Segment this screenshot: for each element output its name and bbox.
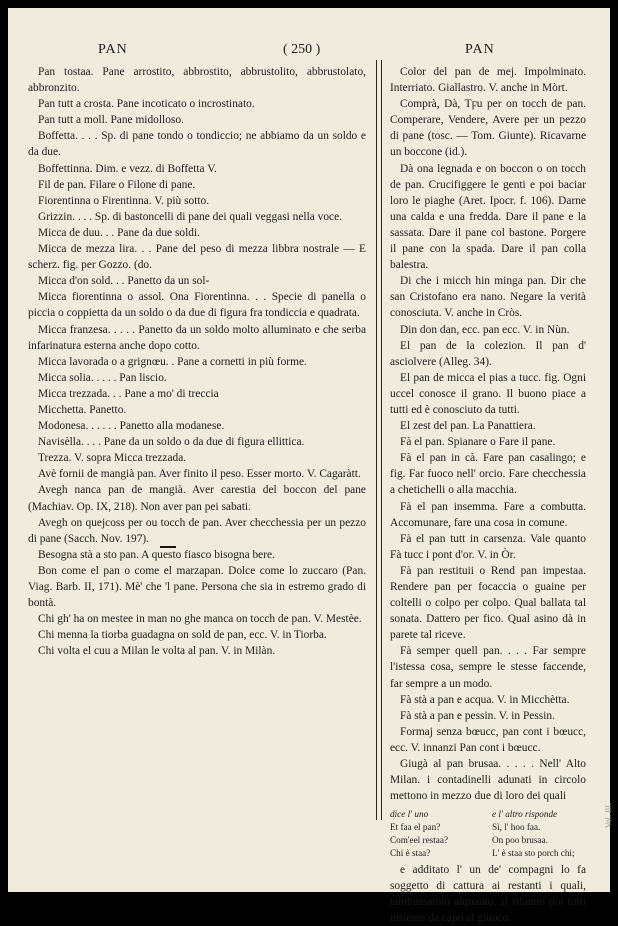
dialogue-line: L' è staa sto porch chi;: [492, 847, 575, 858]
dictionary-entry: Dà ona legnada e on boccon o on tocch de pan. Crucifiggere le genti e poi baciar loro le piaghe (Aret. Ipocr. f. 106). Darne una calda e una fredda. Dare il pane e la sassata. Dare il pane col bastone. Porgere il pane con la spada. Dare il pan colla balestra.: [390, 162, 586, 272]
right-column-entries: [390, 64, 586, 804]
dictionary-entry: Giugà al pan brusaa. . . . . Nell' Alto Milan. i contadinelli adunati in circolo mettono in mezzo due di loro dei quali: [390, 758, 586, 803]
game-dialogue: [390, 808, 586, 859]
dictionary-entry: Micca d'on sold. . . Panetto da un sol-: [38, 275, 210, 288]
dictionary-entry: Di che i micch hin minga pan. Dir che san Cristofano era nano. Negare la verità conosciuta. V. anche in Cròs.: [390, 275, 586, 320]
dialogue-line: Et faa el pan?: [390, 822, 441, 833]
margin-marker: [160, 546, 176, 548]
dialogue-line: Com'eel restaa?: [390, 834, 449, 845]
dictionary-entry: Micca de duu. . . Pane da due soldi.: [38, 226, 200, 239]
dictionary-entry: Micchetta. Panetto.: [38, 403, 127, 416]
dictionary-entry: Micca franzesa. . . . . Panetto da un soldo molto alluminato e che serba infarinatura esterna anche dopo cotto.: [28, 323, 366, 352]
dictionary-entry: El pan de la colezion. Il pan d' asciolvere (Alleg. 34).: [390, 339, 586, 368]
dictionary-entry: e additato l' un de' compagni lo fa soggetto di cattura ai restanti i quali, tambussatolo alquanto, si rifanno poi tutti insieme da capo al giuoco.: [390, 863, 586, 924]
right-column-tail: [390, 862, 586, 926]
dictionary-entry: Avegh nanca pan de mangià. Aver carestia del boccon del pane (Machiav. Op. IX, 218). Non aver pan pei sabati.: [28, 484, 366, 513]
page-sheet: [8, 8, 613, 924]
dictionary-entry: Formaj senza bœucc, pan cont i bœucc, ecc. V. innanzi Pan cont i bœucc.: [390, 725, 586, 754]
dictionary-entry: Grizzin. . . . Sp. di bastoncelli di pane dei quali veggasi nella voce.: [38, 210, 342, 223]
dictionary-entry: Pan tostaa. Pane arrostito, abbrostito, abbrustolito, abbrustolato, abbronzito.: [28, 66, 366, 95]
dictionary-page: [8, 8, 613, 924]
dictionary-entry: Pan tutt a crosta. Pane incoticato o incrostinato.: [38, 98, 255, 111]
right-column: [390, 64, 586, 926]
dictionary-entry: Boffetta. . . . Sp. di pane tondo o tondiccio; ne abbiamo da un soldo e da due.: [28, 130, 366, 159]
header-right-keyword: PAN: [465, 42, 495, 57]
dictionary-entry: Fà stà a pan e pessin. V. in Pessin.: [400, 709, 555, 722]
page-number: ( 250 ): [283, 42, 321, 57]
dictionary-entry: Bon come el pan o come el marzapan. Dolce come lo zuccaro (Pan. Viag. Barb. II, 171). Mè' che 'l pane. Persona che sia in estremo grado di bontà.: [28, 564, 366, 610]
dictionary-entry: Chi volta el cuu a Milan le volta al pan. V. in Milàn.: [38, 645, 276, 658]
dictionary-entry: Fà el pan in cà. Fare pan casalingo; e fig. Far fuoco nell' orcio. Fare checchessia a chetichelli o alla macchia.: [390, 452, 586, 497]
header-left-keyword: PAN: [98, 42, 128, 57]
dictionary-entry: Avegh on quejcoss per ou tocch de pan. Aver checchessia per un pezzo di pane (Sacch. Nov. 197).: [28, 516, 366, 545]
dictionary-entry: Fil de pan. Filare o Filone di pane.: [38, 178, 196, 191]
dictionary-entry: Trezza. V. sopra Micca trezzada.: [38, 452, 187, 465]
dictionary-entry: El zest del pan. La Panattiera.: [400, 420, 536, 433]
dictionary-entry: Comprà, Dà, Tϝu per on tocch de pan. Comperare, Vendere, Avere per un pezzo di pane (tosc. — Tom. Giunte). Ricavarne un boccone (id.).: [390, 98, 586, 159]
dictionary-entry: Boffettinna. Dim. e vezz. di Boffetta V.: [38, 162, 217, 175]
dictionary-entry: Micca fiorentinna o assol. Ona Fiorentinna. . . Specie di panella o piccia o coppietta da un soldo o da due di figura fra tondiccia e quadrata.: [28, 291, 366, 320]
dictionary-entry: Fà el pan tutt in carsenza. Vale quanto Fà tucc i pont d'or. V. in Òr.: [390, 532, 586, 561]
dictionary-entry: Navisèlla. . . . Pane da un soldo o da due di figura ellittica.: [38, 436, 305, 449]
dictionary-entry: Micca lavorada o a grignœu. . Pane a cornetti in più forme.: [38, 355, 307, 368]
dictionary-entry: Fà pan restituii o Rend pan impestaa. Rendere pan per focaccia o guaine per coltelli o colpo per colpo. Qual ballata tal sonata. Dattero per fico. Qual asino dà in parete tal riceve.: [390, 564, 586, 642]
dialogue-speaker-a: dice l' uno: [390, 809, 429, 820]
dialogue-line: Chi è staa?: [390, 847, 431, 858]
dictionary-entry: Din don dan, ecc. pan ecc. V. in Nùn.: [400, 323, 570, 336]
dictionary-entry: Fà semper quell pan. . . . Far sempre l'istessa cosa, sempre le stesse faccende, far sempre a un modo.: [390, 645, 586, 690]
dictionary-entry: Avè fornii de mangià pan. Aver finito il peso. Esser morto. V. Cagaràtt.: [38, 468, 361, 481]
margin-note: Vol. III.: [604, 803, 613, 828]
dictionary-entry: Modonesa. . . . . . Panetto alla modanese.: [38, 420, 225, 433]
column-divider: [376, 60, 382, 820]
dictionary-entry: Chi menna la tiorba guadagna on sold de pan, ecc. V. in Tiorba.: [38, 629, 327, 642]
dialogue-line: Sì, l' hoo faa.: [492, 822, 541, 833]
left-column: [28, 64, 366, 659]
dictionary-entry: Micca solia. . . . . Pan liscio.: [38, 371, 167, 384]
dictionary-entry: Color del pan de mej. Impolminato. Interriato. Giallastro. V. anche in Mòrt.: [390, 66, 586, 95]
dictionary-entry: Micca de mezza lira. . . Pane del peso di mezza libbra nostrale — E scherz. fig. per Gozzo. (do.: [28, 243, 366, 272]
dictionary-entry: Fiorentinna o Firentinna. V. più sotto.: [38, 194, 210, 207]
dictionary-entry: Chi gh' ha on mestee in man no ghe manca on tocch de pan. V. Mestèe.: [38, 613, 362, 626]
dialogue-line: On poo brusaa.: [492, 834, 548, 845]
dictionary-entry: El pan de micca el pias a tucc. fig. Ogni uccel conosce il grano. Il buono piace a tutti ed è conosciuto da tutti.: [390, 371, 586, 416]
dictionary-entry: Fà el pan insemma. Fare a combutta. Accomunare, fare una cosa in comune.: [390, 500, 586, 529]
dictionary-entry: Fà el pan. Spianare o Fare il pane.: [400, 436, 556, 449]
dialogue-speaker-b: e l' altro risponde: [492, 809, 558, 820]
dictionary-entry: Fà stà a pan e acqua. V. in Micchètta.: [400, 693, 570, 706]
dictionary-entry: Pan tutt a moll. Pane midolloso.: [38, 114, 184, 127]
dictionary-entry: Besogna stà a sto pan. A questo fiasco bisogna bere.: [38, 548, 275, 561]
dictionary-entry: Micca trezzada. . . Pane a mo' di treccia: [38, 387, 219, 400]
